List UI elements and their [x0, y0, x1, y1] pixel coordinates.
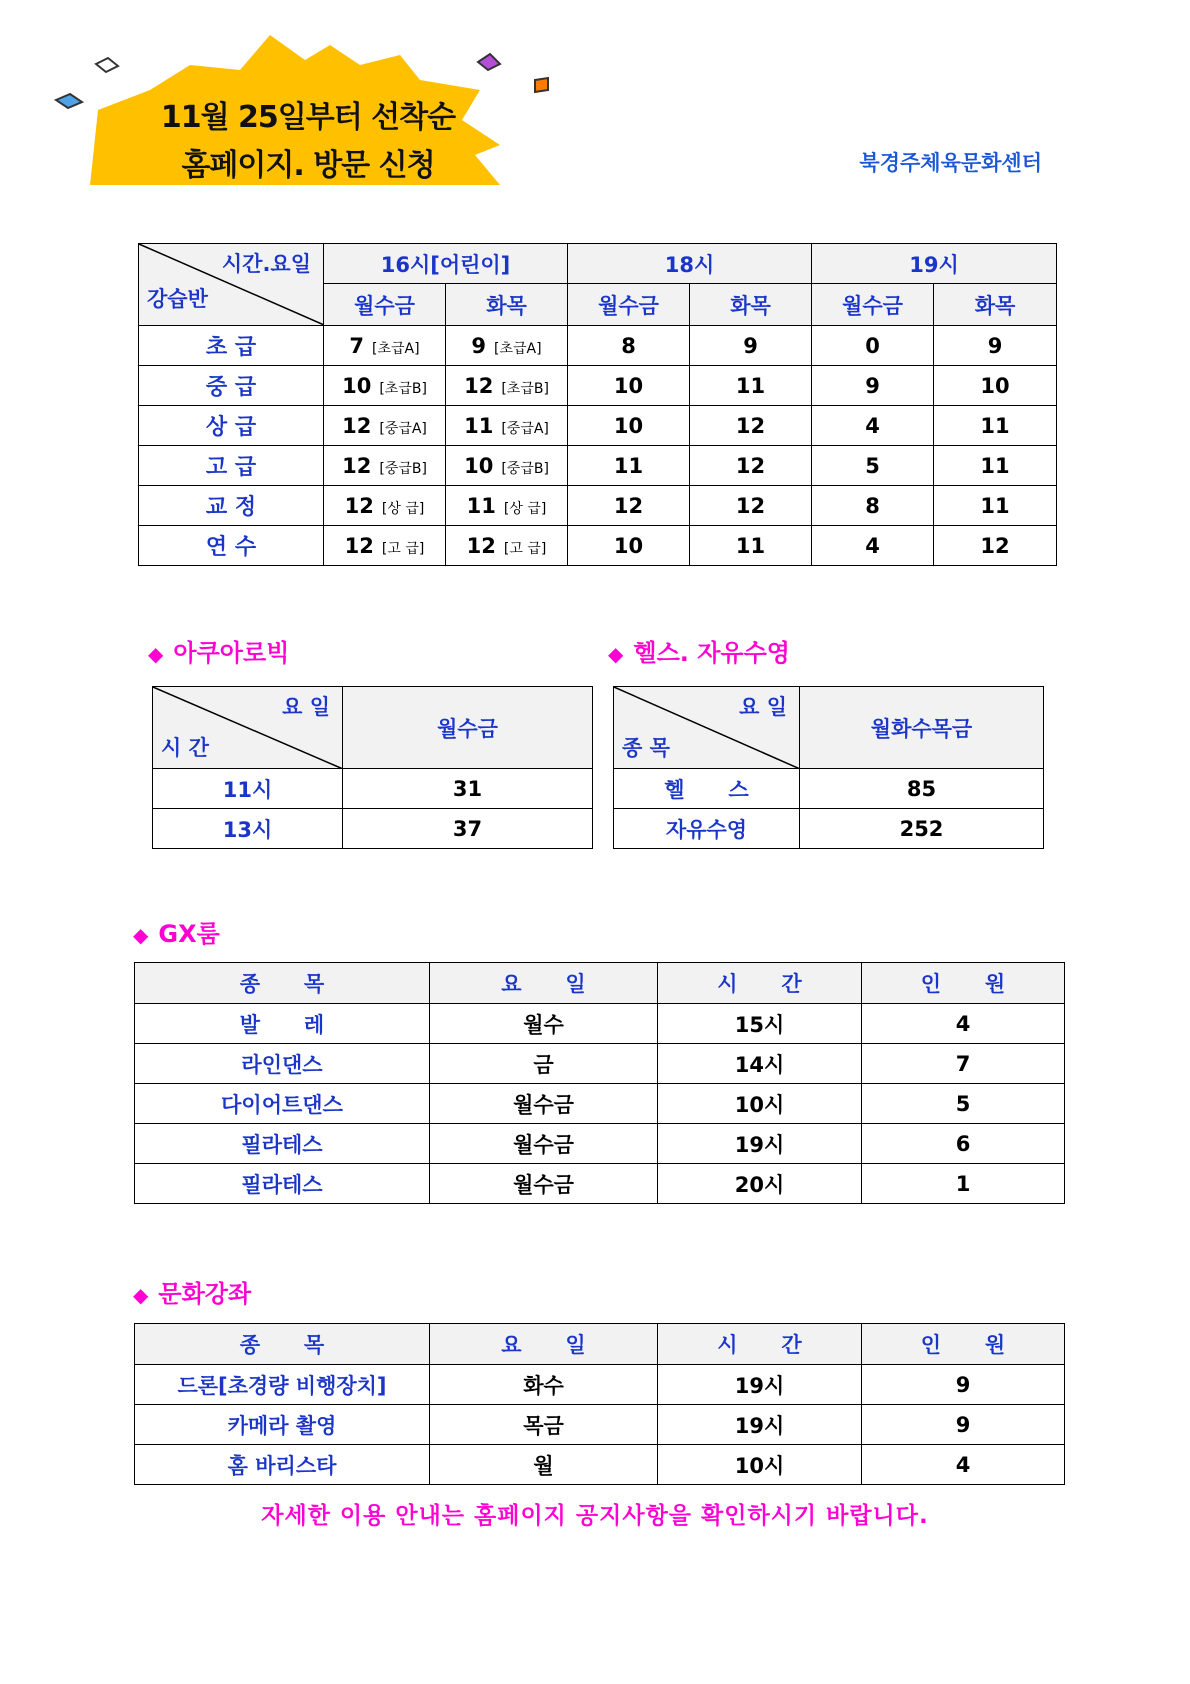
gx-section-title — [133, 914, 220, 949]
aqua-title: 아쿠아로빅 — [173, 639, 290, 667]
gx-row — [135, 1124, 1065, 1164]
culture-cell: 4 — [862, 1445, 1065, 1485]
count-value: 11 — [466, 493, 496, 518]
swim-row — [139, 486, 1057, 526]
culture-cell: 19시 — [658, 1365, 862, 1405]
swim-row — [139, 526, 1057, 566]
day-header: 화목 — [690, 284, 812, 326]
gx-row — [135, 1164, 1065, 1204]
count-value: 12 — [980, 533, 1010, 558]
count-cell — [324, 526, 446, 566]
banner-line-2: 홈페이지. 방문 신청 — [181, 148, 435, 183]
count-cell — [446, 326, 568, 366]
swim-row — [139, 326, 1057, 366]
gx-cell: 월수금 — [430, 1124, 658, 1164]
gx-row — [135, 1004, 1065, 1044]
level-cell: 연 수 — [139, 526, 324, 566]
gx-cell: 19시 — [658, 1124, 862, 1164]
group-note: [상 급] — [381, 500, 425, 517]
count-value: 11 — [613, 453, 644, 478]
count-cell — [812, 486, 934, 526]
culture-header: 인 원 — [862, 1324, 1065, 1365]
health-item: 헬 스 — [614, 769, 800, 809]
count-cell — [812, 406, 934, 446]
swim-row — [139, 446, 1057, 486]
aqua-time: 13시 — [153, 809, 343, 849]
culture-cell: 카메라 촬영 — [135, 1405, 430, 1445]
culture-header: 요 일 — [430, 1324, 658, 1365]
swim-corner-bottom: 강습반 — [147, 287, 208, 311]
time-group-header: 18시 — [568, 244, 812, 284]
gx-cell: 15시 — [658, 1004, 862, 1044]
diamond-icon: ◆ — [148, 642, 164, 666]
count-cell — [324, 406, 446, 446]
count-cell — [324, 366, 446, 406]
group-note: [중급A] — [501, 420, 549, 437]
culture-cell: 월 — [430, 1445, 658, 1485]
day-header: 월수금 — [568, 284, 690, 326]
count-cell — [324, 326, 446, 366]
count-value: 8 — [865, 493, 880, 518]
culture-title: 문화강좌 — [158, 1280, 252, 1308]
gx-cell: 7 — [862, 1044, 1065, 1084]
count-cell — [934, 446, 1057, 486]
count-cell — [690, 326, 812, 366]
gx-cell: 라인댄스 — [135, 1044, 430, 1084]
group-note: [상 급] — [503, 500, 547, 517]
count-value: 7 — [349, 333, 365, 358]
health-item: 자유수영 — [614, 809, 800, 849]
count-value: 4 — [865, 413, 880, 438]
culture-row — [135, 1405, 1065, 1445]
day-header: 월수금 — [812, 284, 934, 326]
culture-cell: 목금 — [430, 1405, 658, 1445]
group-note: [중급B] — [501, 460, 549, 477]
count-value: 12 — [342, 413, 372, 438]
culture-cell: 홈 바리스타 — [135, 1445, 430, 1485]
count-cell — [812, 526, 934, 566]
gx-cell: 14시 — [658, 1044, 862, 1084]
footer-note: 자세한 이용 안내는 홈페이지 공지사항을 확인하시기 바랍니다. — [261, 1503, 929, 1529]
count-cell — [568, 326, 690, 366]
count-cell — [812, 326, 934, 366]
count-cell — [446, 406, 568, 446]
aqua-corner-bottom: 시 간 — [161, 736, 209, 760]
culture-cell: 9 — [862, 1405, 1065, 1445]
health-corner-top: 요 일 — [739, 695, 787, 719]
group-note: [초급B] — [501, 380, 549, 397]
gx-header: 종 목 — [135, 963, 430, 1004]
aqua-time: 11시 — [153, 769, 343, 809]
gx-cell: 발 레 — [135, 1004, 430, 1044]
count-cell — [690, 446, 812, 486]
gx-cell: 1 — [862, 1164, 1065, 1204]
count-value: 9 — [865, 373, 880, 398]
count-value: 12 — [464, 373, 494, 398]
count-cell — [690, 366, 812, 406]
level-cell: 상 급 — [139, 406, 324, 446]
count-value: 12 — [613, 493, 644, 518]
center-name: 북경주체육문화센터 — [859, 151, 1042, 175]
gx-table — [134, 962, 1065, 1204]
culture-cell: 10시 — [658, 1445, 862, 1485]
aqua-corner-cell — [153, 687, 343, 769]
swim-corner-top: 시간.요일 — [221, 252, 311, 276]
group-note: [중급A] — [379, 420, 427, 437]
group-note: [초급B] — [379, 380, 427, 397]
culture-table — [134, 1323, 1065, 1485]
culture-row — [135, 1365, 1065, 1405]
count-value: 9 — [471, 333, 487, 358]
gx-cell: 다이어트댄스 — [135, 1084, 430, 1124]
gx-header: 시 간 — [658, 963, 862, 1004]
culture-section-title — [133, 1274, 251, 1309]
health-title: 헬스. 자유수영 — [633, 639, 790, 667]
day-header: 월수금 — [324, 284, 446, 326]
gx-cell: 20시 — [658, 1164, 862, 1204]
aqua-count: 37 — [343, 809, 593, 849]
gx-cell: 월수 — [430, 1004, 658, 1044]
count-value: 12 — [342, 453, 372, 478]
diamond-icon: ◆ — [608, 642, 624, 666]
count-cell — [568, 366, 690, 406]
gx-header: 요 일 — [430, 963, 658, 1004]
count-cell — [324, 486, 446, 526]
swim-row — [139, 406, 1057, 446]
count-cell — [568, 526, 690, 566]
aqua-corner-top: 요 일 — [282, 695, 330, 719]
count-cell — [446, 446, 568, 486]
count-value: 12 — [466, 533, 496, 558]
gx-title: GX룸 — [158, 920, 220, 948]
gx-cell: 10시 — [658, 1084, 862, 1124]
count-cell — [446, 486, 568, 526]
group-note: [고 급] — [381, 540, 425, 557]
count-value: 11 — [464, 413, 494, 438]
gx-row — [135, 1084, 1065, 1124]
count-value: 10 — [613, 413, 644, 438]
health-section-title — [608, 633, 790, 668]
count-cell — [568, 486, 690, 526]
culture-cell: 19시 — [658, 1405, 862, 1445]
aqua-col-header: 월수금 — [343, 687, 593, 769]
count-cell — [934, 526, 1057, 566]
count-value: 0 — [865, 333, 880, 358]
aqua-section-title — [148, 633, 289, 668]
count-value: 12 — [735, 453, 766, 478]
count-cell — [934, 366, 1057, 406]
count-value: 4 — [865, 533, 880, 558]
gx-row — [135, 1044, 1065, 1084]
gx-cell: 월수금 — [430, 1164, 658, 1204]
count-value: 9 — [743, 333, 758, 358]
gx-cell: 4 — [862, 1004, 1065, 1044]
gx-cell: 5 — [862, 1084, 1065, 1124]
count-cell — [934, 486, 1057, 526]
count-value: 11 — [735, 533, 766, 558]
health-count: 252 — [800, 809, 1044, 849]
count-value: 10 — [464, 453, 494, 478]
group-note: [중급B] — [379, 460, 427, 477]
level-cell: 교 정 — [139, 486, 324, 526]
culture-cell: 화수 — [430, 1365, 658, 1405]
culture-cell: 9 — [862, 1365, 1065, 1405]
culture-cell: 드론[초경량 비행장치] — [135, 1365, 430, 1405]
health-table — [613, 686, 1044, 849]
count-cell — [690, 406, 812, 446]
group-note: [초급A] — [372, 340, 420, 357]
count-value: 11 — [735, 373, 766, 398]
group-note: [초급A] — [494, 340, 542, 357]
group-note: [고 급] — [503, 540, 547, 557]
count-value: 10 — [613, 533, 644, 558]
count-value: 10 — [980, 373, 1010, 398]
health-count: 85 — [800, 769, 1044, 809]
culture-row — [135, 1445, 1065, 1485]
gx-cell: 6 — [862, 1124, 1065, 1164]
time-group-header: 19시 — [812, 244, 1057, 284]
day-header: 화목 — [446, 284, 568, 326]
time-group-header: 16시[어린이] — [324, 244, 568, 284]
count-cell — [446, 366, 568, 406]
count-value: 8 — [621, 333, 636, 358]
gx-cell: 필라테스 — [135, 1124, 430, 1164]
count-value: 12 — [735, 493, 766, 518]
culture-header: 시 간 — [658, 1324, 862, 1365]
count-cell — [934, 326, 1057, 366]
gx-cell: 필라테스 — [135, 1164, 430, 1204]
count-cell — [812, 366, 934, 406]
count-cell — [568, 406, 690, 446]
count-value: 11 — [980, 493, 1010, 518]
level-cell: 고 급 — [139, 446, 324, 486]
count-cell — [568, 446, 690, 486]
aqua-count: 31 — [343, 769, 593, 809]
health-corner-bottom: 종 목 — [622, 736, 670, 760]
level-cell: 초 급 — [139, 326, 324, 366]
banner-line-1: 11월 25일부터 선착순 — [160, 100, 456, 135]
aqua-table — [152, 686, 593, 849]
count-value: 12 — [344, 493, 374, 518]
count-value: 10 — [342, 373, 372, 398]
count-cell — [812, 446, 934, 486]
count-value: 11 — [980, 413, 1010, 438]
day-header: 화목 — [934, 284, 1057, 326]
count-value: 5 — [865, 453, 880, 478]
gx-header: 인 원 — [862, 963, 1065, 1004]
count-value: 11 — [980, 453, 1010, 478]
count-cell — [690, 486, 812, 526]
swim-row — [139, 366, 1057, 406]
health-corner-cell — [614, 687, 800, 769]
diamond-icon: ◆ — [133, 923, 149, 947]
count-cell — [934, 406, 1057, 446]
health-col-header: 월화수목금 — [800, 687, 1044, 769]
count-cell — [446, 526, 568, 566]
count-cell — [324, 446, 446, 486]
swim-corner-cell — [139, 244, 324, 326]
gx-cell: 금 — [430, 1044, 658, 1084]
gx-cell: 월수금 — [430, 1084, 658, 1124]
culture-header: 종 목 — [135, 1324, 430, 1365]
level-cell: 중 급 — [139, 366, 324, 406]
swim-schedule-table — [138, 243, 1057, 566]
count-value: 12 — [735, 413, 766, 438]
count-value: 12 — [344, 533, 374, 558]
count-value: 10 — [613, 373, 644, 398]
diamond-icon: ◆ — [133, 1283, 149, 1307]
count-cell — [690, 526, 812, 566]
count-value: 9 — [987, 333, 1003, 358]
